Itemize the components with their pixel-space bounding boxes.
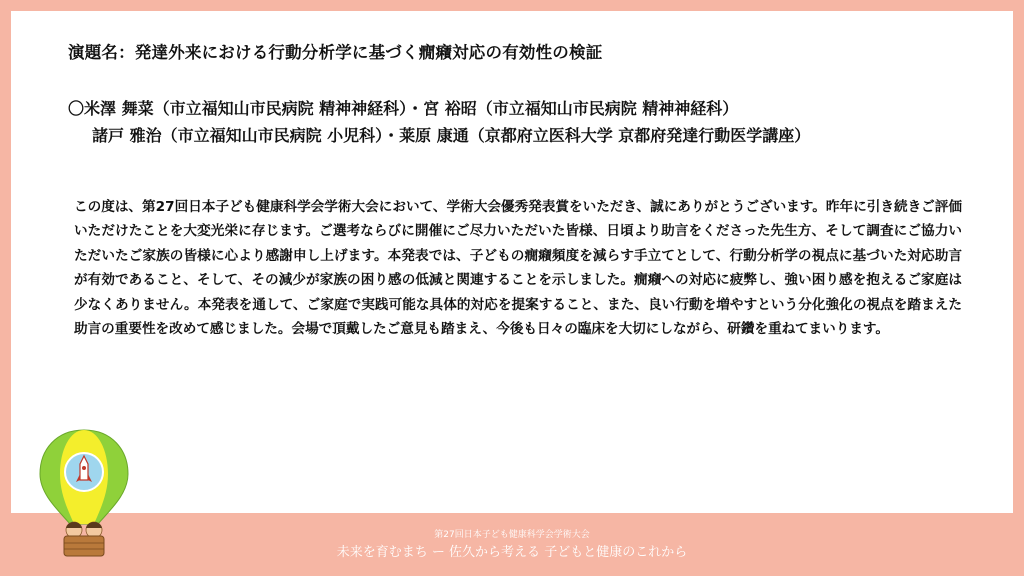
acceptance-message: この度は、第27回日本子ども健康科学会学術大会において、学術大会優秀発表賞をいただき、誠にありがとうございます。昨年に引き続きご評価いただけたことを大変光栄に存じます。ご選考ならびに開催にご尽力いただいた皆様、日頃より助言をくださった先生方、そして調査にご協力いただいたご家族の皆様に心より感謝申し上げます。本発表では、子どもの癇癪頻度を減らす手立てとして、行動分析学の視点に基づいた対応助言が有効であること、そして、その減少が家族の困り感の低減と関連することを示しました。癇癪への対応に疲弊し、強い困り感を抱えるご家庭は少なくありません。本発表を通して、ご家庭で実践可能な具体的対応を提案すること、また、良い行動を増やすという分化強化の視点を踏まえた助言の重要性を改めて感じました。会場で頂戴したご意見も踏まえ、今後も日々の臨床を大切にしながら、研鑽を重ねてまいります。 [74,199,962,338]
footer-theme: 未来を育むまち ー 佐久から考える 子どもと健康のこれから [336,545,688,560]
author-line-1: 〇米澤 舞菜（市立福知山市民病院 精神神経科）・宮 裕昭（市立福知山市民病院 精神神経科） [68,99,739,118]
presentation-title: 演題名：発達外来における行動分析学に基づく癇癪対応の有効性の検証 [68,43,603,62]
author-list [68,95,810,149]
footer-conference-name: 第27回日本子ども健康科学会学術大会 [434,530,590,540]
author-line-2: 諸戸 雅治（市立福知山市民病院 小児科）・莱原 康通（京都府立医科大学 京都府発達行動医学講座） [92,126,811,145]
